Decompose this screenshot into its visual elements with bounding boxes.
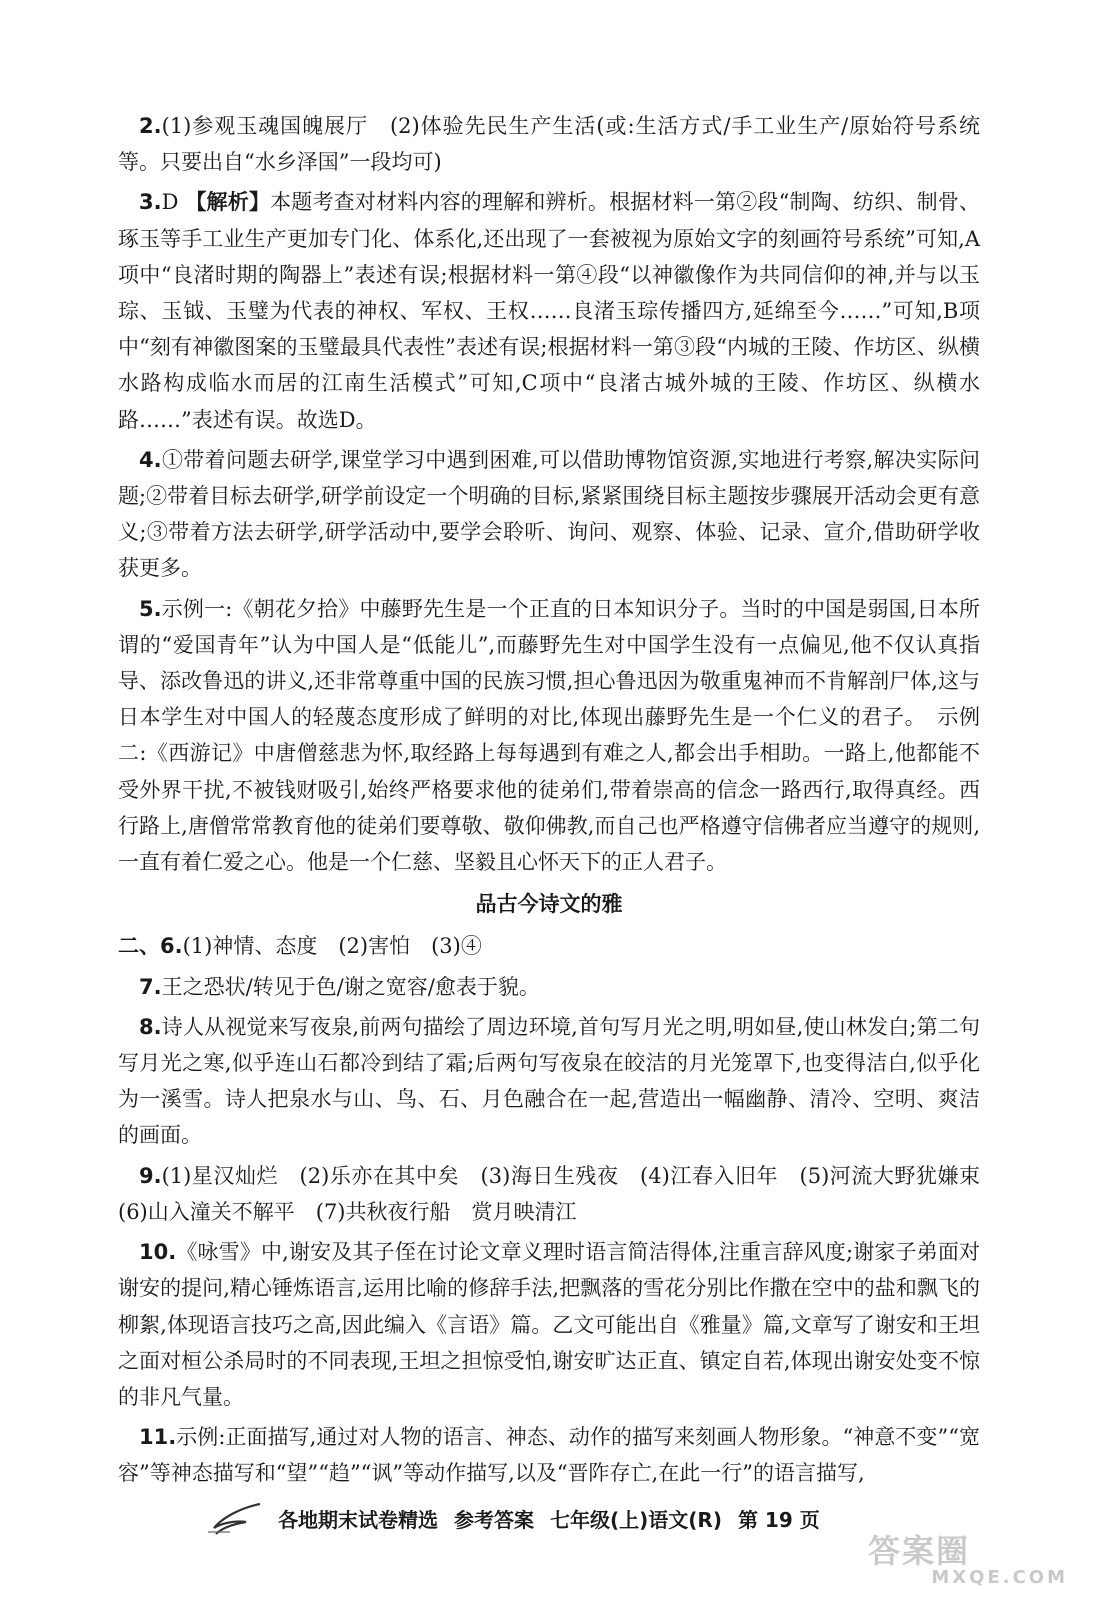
- answer-item-7: [118, 969, 980, 1005]
- answer-item-4: [118, 442, 980, 587]
- answer-choice: D: [161, 190, 179, 215]
- answer-number: 3.: [139, 190, 162, 215]
- page-footer: [200, 1498, 920, 1538]
- watermark: [868, 1532, 1068, 1591]
- answer-page: [118, 108, 1001, 1496]
- section-title: 品古今诗文的雅: [475, 892, 623, 917]
- answer-item-2: [118, 108, 980, 180]
- answer-number: 5.: [139, 596, 162, 621]
- answer-text: 诗人从视觉来写夜泉,前两句描绘了周边环境,首句写月光之明,明如昼,使山林发白;第二句写月光之寒,似乎连山石都冷到结了霜;后两句写夜泉在皎洁的月光笼罩下,也变得洁白,似乎化为一溪雪。诗人把泉水与山、鸟、石、月色融合在一起,营造出一幅幽静、清冷、空明、爽洁的画面。: [118, 1014, 980, 1148]
- footer-book-title: 各地期末试卷精选: [278, 1507, 438, 1532]
- answer-number: 7.: [139, 974, 162, 999]
- answer-text: (1)星汉灿烂 (2)乐亦在其中矣 (3)海日生残夜 (4)江春入旧年 (5)河流大野犹嫌束 (6)山入潼关不解平 (7)共秋夜行船 赏月映清江: [118, 1163, 1001, 1224]
- page-number: 第 19 页: [737, 1507, 820, 1532]
- answer-item-3: [118, 184, 980, 437]
- answer-number: 4.: [139, 447, 162, 472]
- answer-text: ①带着问题去研学,课堂学习中遇到困难,可以借助博物馆资源,实地进行考察,解决实际问题;②带着目标去研学,研学前设定一个明确的目标,紧紧围绕目标主题按步骤展开活动会更有意义;③带着方法去研学,研学活动中,要学会聆听、询问、观察、体验、记录、宣介,借助研学收获更多。: [118, 447, 980, 581]
- answer-item-10: [118, 1234, 980, 1415]
- analysis-tag: 【解析】: [185, 189, 271, 215]
- answer-text: 本题考查对材料内容的理解和辨析。根据材料一第②段“制陶、纺织、制骨、琢玉等手工业生产更加专门化、体系化,还出现了一套被视为原始文字的刻画符号系统”可知,A项中“良渚时期的陶器上”表述有误;根据材料一第④段“以神徽像作为共同信仰的神,并与以玉琮、玉钺、玉璧为代表的神权、军权、王权……良渚玉琮传播四方,延绵至今……”可知,B项中“刻有神徽图案的玉璧最具代表性”表述有误;根据材料一第③段“内城的王陵、作坊区、纵横水路构成临水而居的江南生活模式”可知,C项中“良渚古城外城的王陵、作坊区、纵横水路……”表述有误。故选D。: [118, 190, 981, 432]
- answer-item-11: [118, 1419, 980, 1491]
- answer-item-9: [118, 1158, 1001, 1230]
- answer-number: 2.: [139, 114, 162, 138]
- watermark-url: MXQE.COM: [931, 1567, 1068, 1588]
- answer-item-6: [118, 928, 980, 964]
- answer-number: 二、6.: [118, 934, 183, 959]
- swoosh-logo-icon: [200, 1498, 274, 1538]
- answer-number: 10.: [139, 1240, 177, 1265]
- answer-number: 9.: [139, 1163, 162, 1188]
- answer-item-5: [118, 591, 980, 881]
- answer-text: 《咏雪》中,谢安及其子侄在讨论文章义理时语言简洁得体,注重言辞风度;谢家子弟面对谢安的提问,精心锤炼语言,运用比喻的修辞手法,把飘落的雪花分别比作撒在空中的盐和飘飞的柳絮,体现语言技巧之高,因此编入《言语》篇。乙文可能出自《雅量》篇,文章写了谢安和王坦之面对桓公杀局时的不同表现,王坦之担惊受怕,谢安旷达正直、镇定自若,体现出谢安处变不惊的非凡气量。: [118, 1240, 980, 1409]
- answer-number: 11.: [139, 1425, 177, 1450]
- answer-text: 示例:正面描写,通过对人物的语言、神态、动作的描写来刻画人物形象。“神意不变”“宽容”等神态描写和“望”“趋”“讽”等动作描写,以及“晋阼存亡,在此一行”的语言描写,: [118, 1425, 980, 1486]
- footer-section: 参考答案: [454, 1507, 534, 1532]
- answer-item-8: [118, 1009, 980, 1154]
- footer-grade: 七年级(上)语文(R): [550, 1507, 722, 1532]
- answer-text: (1)参观玉魂国魄展厅 (2)体验先民生产生活(或:生活方式/手工业生产/原始符号系统等。只要出自“水乡泽国”一段均可): [118, 114, 980, 175]
- watermark-logo-text: 答案圈: [868, 1532, 971, 1570]
- answer-text: 示例一:《朝花夕拾》中藤野先生是一个正直的日本知识分子。当时的中国是弱国,日本所谓的“爱国青年”认为中国人是“低能儿”,而藤野先生对中国学生没有一点偏见,他不仅认真指导、添改鲁迅的讲义,还非常尊重中国的民族习惯,担心鲁迅因为敬重鬼神而不肯解剖尸体,这与日本学生对中国人的轻蔑态度形成了鲜明的对比,体现出藤野先生是一个仁义的君子。 示例二:《西游记》中唐僧慈悲为怀,取经路上每每遇到有难之人,都会出手相助。一路上,他都能不受外界干扰,不被钱财吸引,始终严格要求他的徒弟们,带着崇高的信念一路西行,取得真经。西行路上,唐僧常常教育他的徒弟们要尊敬、敬仰佛教,而自己也严格遵守信佛者应当遵守的规则,一直有着仁爱之心。他是一个仁慈、坚毅且心怀天下的正人君子。: [118, 596, 980, 875]
- answer-text: (1)神情、态度 (2)害怕 (3)④: [182, 934, 482, 959]
- answer-text: 王之恐状/转见于色/谢之宽容/愈表于貌。: [161, 974, 540, 999]
- answer-number: 8.: [139, 1014, 162, 1039]
